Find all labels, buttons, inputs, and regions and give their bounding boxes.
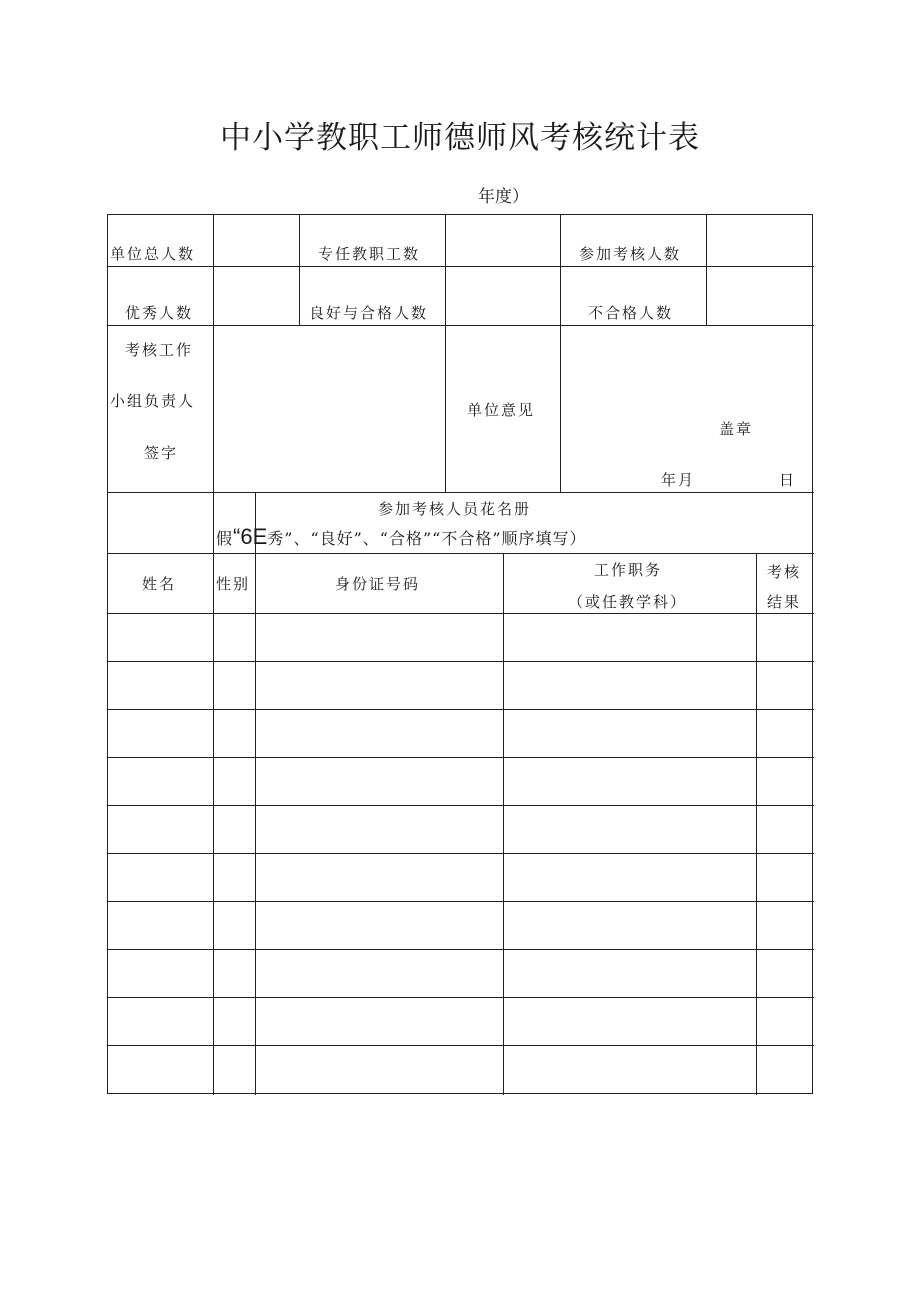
col-header-result-line2: 结果: [767, 593, 802, 611]
col-divider: [213, 492, 214, 1095]
roster-note-prefix: 假: [216, 529, 234, 548]
excellent-label: 优秀人数: [125, 304, 194, 322]
roster-note-rest: 秀”、“良好”、“合格”“不合格”顺序填写）: [267, 529, 587, 548]
col-header-result-line1: 考核: [767, 563, 802, 581]
col-header-id-number: 身份证号码: [335, 575, 421, 593]
col-divider: [503, 553, 504, 1095]
col-header-job-line2: （或任教学科）: [568, 593, 688, 611]
col-divider: [560, 215, 561, 492]
col-divider: [213, 215, 214, 325]
good-pass-label: 良好与合格人数: [309, 304, 429, 322]
col-divider: [445, 215, 446, 492]
fail-label: 不合格人数: [588, 304, 674, 322]
col-divider: [299, 215, 300, 325]
total-staff-label: 单位总人数: [110, 245, 196, 263]
col-divider: [706, 215, 707, 325]
unit-opinion-label: 单位意见: [467, 401, 536, 419]
leader-sign-label-line3: 签字: [144, 444, 179, 462]
col-divider: [255, 492, 256, 1095]
assessment-table: [107, 214, 813, 1094]
col-divider: [213, 325, 214, 492]
year-label: 年度）: [478, 187, 529, 207]
roster-title: 参加考核人员花名册: [378, 500, 532, 518]
col-header-job-line1: 工作职务: [594, 561, 663, 579]
roster-fill-note: [216, 524, 587, 549]
col-header-gender: 性别: [216, 575, 251, 593]
col-header-name: 姓名: [142, 575, 177, 593]
fulltime-teachers-label: 专任教职工数: [318, 245, 421, 263]
year-month-label: 年月: [661, 471, 696, 489]
leader-sign-label-line2: 小组负责人: [110, 392, 196, 410]
roster-note-odd-glyph: “6E: [233, 524, 268, 549]
seal-label: 盖章: [719, 420, 754, 438]
col-divider: [756, 553, 757, 1095]
day-label: 日: [779, 471, 797, 489]
participants-label: 参加考核人数: [579, 245, 682, 263]
leader-sign-label-line1: 考核工作: [125, 341, 194, 359]
page-title: 中小学教职工师德师风考核统计表: [220, 120, 700, 156]
